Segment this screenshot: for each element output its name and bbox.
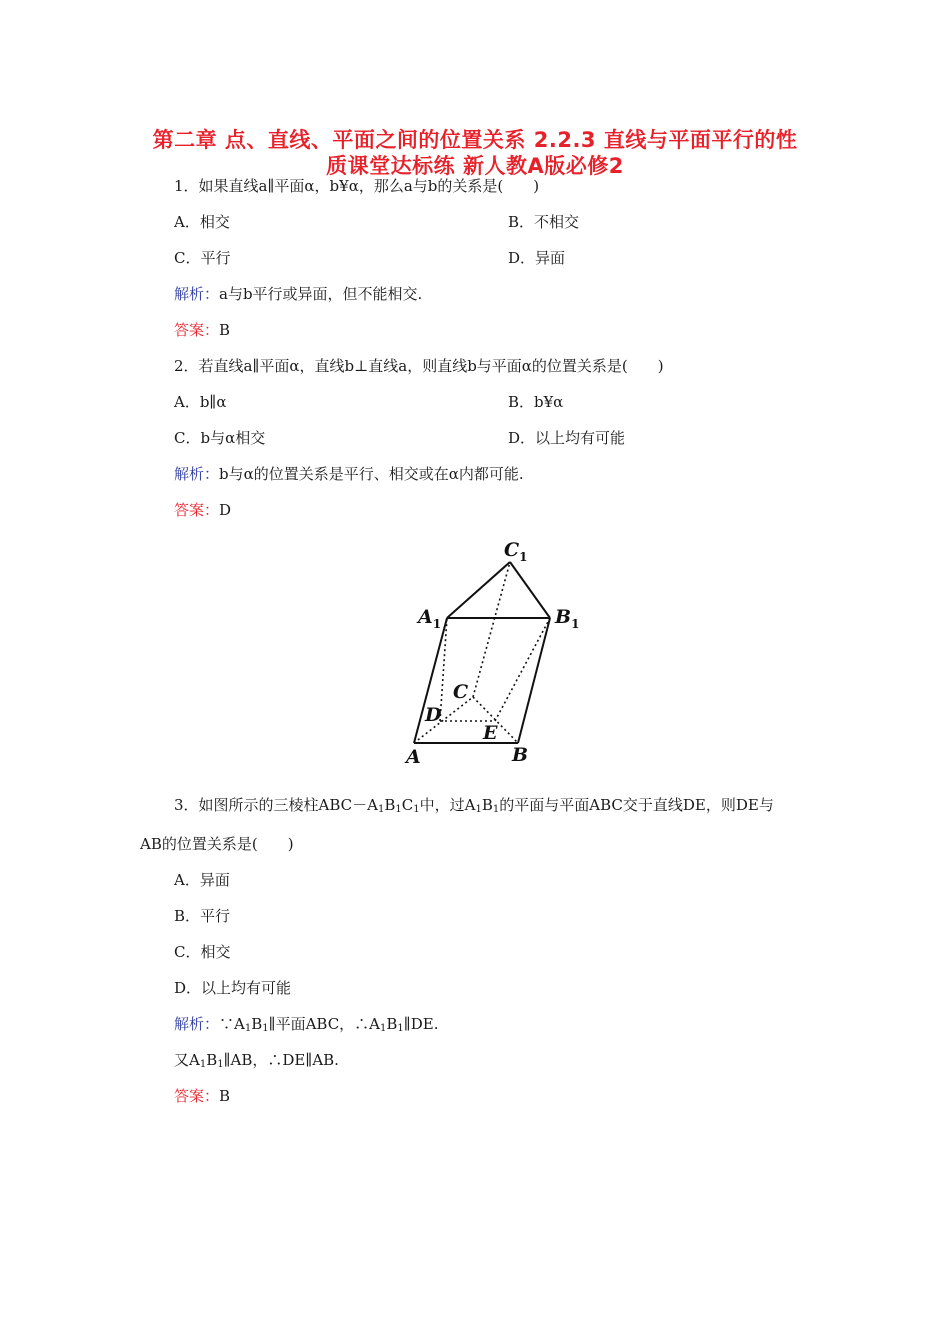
answer-label: 答案： [174,501,220,519]
edge-c-c1 [473,562,510,697]
vertex-label-c1: $C_1$ [504,539,528,564]
q2-answer [174,500,231,520]
q3-option-a: A．异面 [174,871,230,889]
q3-stem: 3．如图所示的三棱柱$ABC-A_1B_1C_1$中，过$A_1B_1$的平面与平面ABC交于直线DE，则DE与 [174,796,774,815]
analysis-label: 解析： [174,465,220,483]
q3-option-c: C．相交 [174,943,231,961]
vertex-label-a1: $A_1$ [418,606,442,631]
document-title-line-2: 质课堂达标练 新人教A版必修2 [326,154,624,178]
analysis-text: a与b平行或异面，但不能相交. [219,285,423,303]
q3-analysis: 解析：$\because A_1B_1\parallel$平面ABC，$\therefore A_1B_1\parallel DE$. [174,1015,439,1034]
q1-answer [174,320,230,340]
q3-analysis-line-2: 又$A_1B_1\parallel AB$，∴DE∥AB. [174,1051,339,1070]
q2-option-a: A．b∥α [174,393,227,411]
vertex-label-b1: $B_1$ [555,606,580,631]
vertex-label-c: C [453,681,469,703]
answer-value: B [219,1087,231,1105]
edge-a1-c1 [447,562,510,618]
q3-option-d: D．以上均有可能 [174,979,292,997]
answer-label: 答案： [174,1087,220,1105]
analysis-text: b与α的位置关系是平行、相交或在α内都可能. [219,465,524,483]
vertex-label-d: D [425,704,442,726]
q1-option-d: D．异面 [508,249,566,267]
q2-analysis [174,464,524,484]
q1-option-c: C．平行 [174,249,231,267]
q3-option-b: B．平行 [174,907,231,925]
q3-stem-line-2: AB的位置关系是( ) [140,835,294,853]
answer-value: D [219,501,232,519]
vertex-label-a: A [406,746,421,768]
q2-option-b: B．b¥α [508,393,564,411]
edge-c1-b1 [510,562,550,618]
q1-analysis [174,284,422,304]
q1-option-a: A．相交 [174,213,230,231]
vertex-label-e: E [483,722,498,744]
analysis-label: 解析： [174,1015,220,1033]
q3-answer [174,1086,230,1106]
edge-e-b1 [495,618,550,721]
analysis-label: 解析： [174,285,220,303]
edge-a-c [414,697,473,743]
document-title-line-1: 第二章 点、直线、平面之间的位置关系 2.2.3 直线与平面平行的性 [152,128,798,152]
q2-stem: 2．若直线a∥平面α，直线b⊥直线a，则直线b与平面α的位置关系是( ) [174,357,664,375]
q2-option-d: D．以上均有可能 [508,429,626,447]
edge-b-b1 [518,618,550,743]
triangular-prism-figure [400,530,600,775]
q2-option-c: C．b与α相交 [174,429,266,447]
answer-value: B [219,321,231,339]
q1-option-b: B．不相交 [508,213,580,231]
q1-stem: 1．如果直线a∥平面α，b¥α，那么a与b的关系是( ) [174,177,540,195]
answer-label: 答案： [174,321,220,339]
vertex-label-b: B [512,744,529,766]
